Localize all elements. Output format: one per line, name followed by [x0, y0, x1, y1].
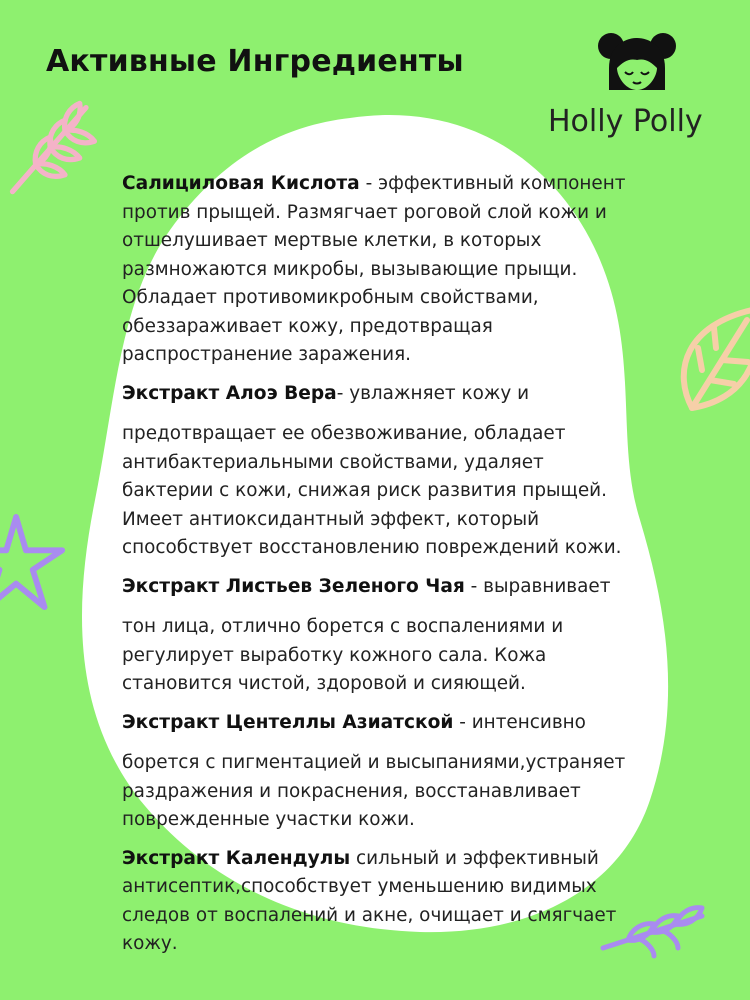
pink-wheat-icon — [2, 95, 107, 200]
girl-face-logo-icon — [595, 28, 679, 98]
ingredients-list — [122, 170, 634, 969]
brand-name: Holly Polly — [548, 104, 703, 139]
ingredient-desc: тон лица, отлично борется с воспалениями и регулирует выработку кожного сала. Кожа становится чистой, здоровой и сияющей. — [122, 616, 564, 694]
ingredient-desc: борется с пигментацией и высыпаниями,устраняет раздражения и покраснения, восстанавливает поврежденные участки кожи. — [122, 752, 626, 830]
purple-star-icon — [0, 508, 70, 618]
ingredient-desc: сильный и эффективный антисептик,способствует уменьшению видимых следов от воспалений и акне, очищает и смягчает кожу. — [122, 847, 617, 954]
ingredient-centella — [122, 709, 634, 835]
ingredient-lead-line — [122, 573, 634, 602]
ingredient-salicylic — [122, 170, 634, 370]
ingredient-name: Экстракт Центеллы Азиатской — [122, 711, 454, 733]
ingredient-name: Экстракт Алоэ Вера — [122, 382, 337, 404]
ingredient-lead-line — [122, 380, 634, 409]
ingredient-name: Салициловая Кислота — [122, 173, 360, 194]
ingredient-green-tea — [122, 573, 634, 699]
ingredient-lead: - увлажняет кожу и — [336, 382, 530, 404]
peach-leaf-icon — [672, 300, 750, 420]
ingredient-lead: - выравнивает — [464, 575, 611, 597]
ingredient-desc: - эффективный компонент против прыщей. Размягчает роговой слой кожи и отшелушивает мертвые клетки, в которых размножаются микробы, вызывающие прыщи. Обладает противомикробным свойствами, обеззараживает кожу, предотвращая распространение заражения. — [122, 173, 626, 365]
ingredient-name: Экстракт Календулы — [122, 847, 351, 869]
ingredient-aloe — [122, 380, 634, 563]
ingredient-calendula — [122, 845, 634, 959]
ingredient-lead: - интенсивно — [453, 711, 586, 733]
ingredient-lead-line — [122, 709, 634, 738]
brand-logo — [540, 28, 730, 158]
ingredient-name: Экстракт Листьев Зеленого Чая — [122, 575, 465, 597]
ingredient-desc: предотвращает ее обезвоживание, обладает антибактериальными свойствами, удаляет бактерии с кожи, снижая риск развития прыщей. Имеет антиоксидантный эффект, который способствует восстановлению повреждений кожи. — [122, 423, 622, 558]
page-title: Активные Ингредиенты — [46, 44, 464, 79]
